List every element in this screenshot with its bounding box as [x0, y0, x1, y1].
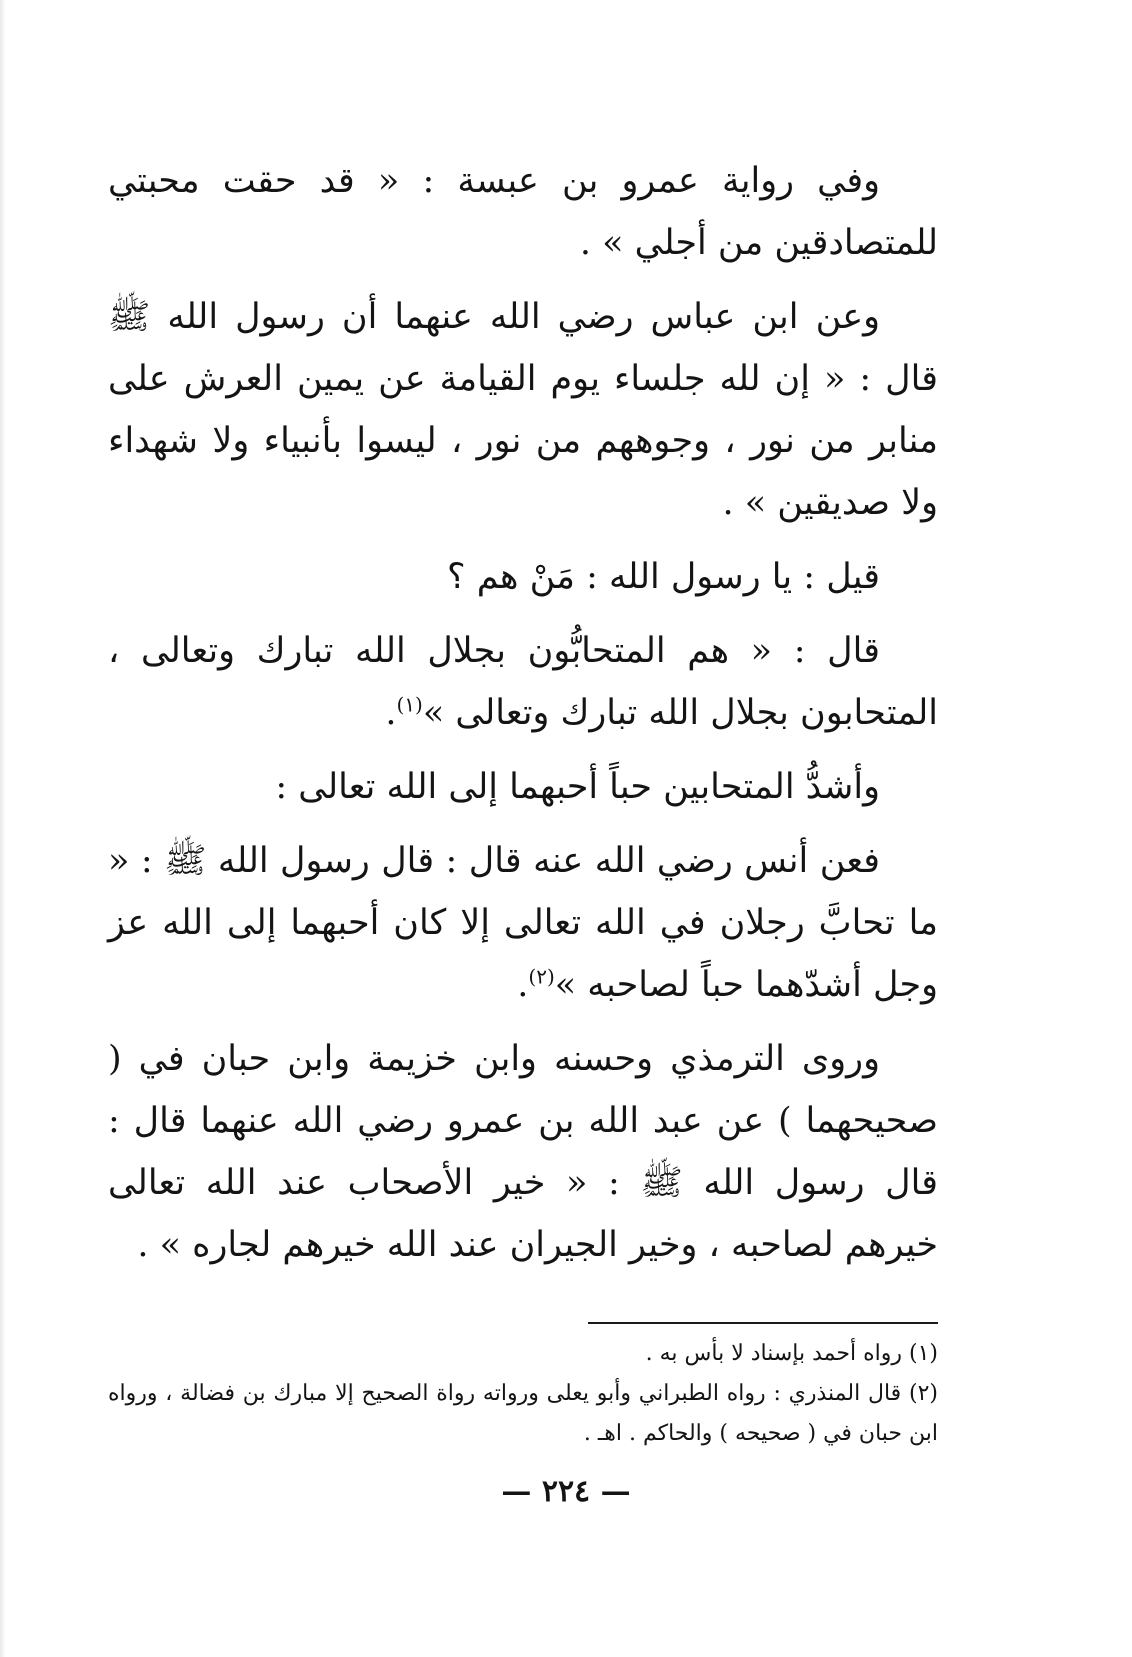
footnotes	[108, 1334, 938, 1454]
footnote-ref-2: (٢)	[528, 964, 555, 989]
paragraph-tirmidhi	[108, 1028, 938, 1276]
paragraph-text: وفي رواية عمرو بن عبسة : « قد حقت محبتي للمتصادقين من أجلي » .	[108, 161, 938, 263]
paragraph-amr-ibn-abasa	[108, 150, 938, 274]
paragraph-question	[108, 546, 938, 608]
paragraph-text: فعن أنس رضي الله عنه قال : قال رسول الله ﷺ : « ما تحابَّ رجلان في الله تعالى إلا كان أحبهما إلى الله عز وجل أشدّهما حباً لصاحبه »	[108, 841, 938, 1005]
footnote-2: (٢) قال المنذري : رواه الطبراني وأبو يعلى ورواته رواة الصحيح إلا مبارك بن فضالة ، ورواه ابن حبان في ( صحيحه ) والحاكم . اهـ .	[108, 1381, 938, 1446]
paragraph-end-mark: .	[517, 965, 529, 1005]
main-text	[108, 150, 938, 1288]
paragraph-text: وروى الترمذي وحسنه وابن خزيمة وابن حبان في ( صحيحهما ) عن عبد الله بن عمرو رضي الله عنهما قال : قال رسول الله ﷺ : « خير الأصحاب عند الله تعالى خيرهم لصاحبه ، وخير الجيران عند الله خيرهم لجاره » .	[108, 1039, 938, 1265]
paragraph-answer	[108, 620, 938, 744]
paragraph-ibn-abbas	[108, 286, 938, 534]
page-number: — ٢٢٤ —	[501, 1474, 631, 1509]
paragraph-text: قيل : يا رسول الله : مَنْ هم ؟	[447, 557, 880, 597]
paragraph-anas	[108, 830, 938, 1016]
paragraph-text: قال : « هم المتحابُّون بجلال الله تبارك وتعالى ، المتحابون بجلال الله تبارك وتعالى »	[108, 631, 938, 733]
footnote-ref-1: (١)	[396, 692, 423, 717]
footnote-1: (١) رواه أحمد بإسناد لا بأس به .	[645, 1341, 938, 1366]
paragraph-text: وعن ابن عباس رضي الله عنهما أن رسول الله ﷺ قال : « إن لله جلساء يوم القيامة عن يمين العرش على منابر من نور ، وجوههم من نور ، ليسوا بأنبياء ولا شهداء ولا صديقين » .	[108, 297, 938, 523]
footnote-separator	[588, 1322, 938, 1324]
paragraph-text: وأشدُّ المتحابين حباً أحبهما إلى الله تعالى :	[275, 767, 880, 807]
paragraph-heading-strongest-love	[108, 756, 938, 818]
scan-edge-shadow	[0, 0, 6, 1657]
paragraph-end-mark: .	[385, 693, 397, 733]
